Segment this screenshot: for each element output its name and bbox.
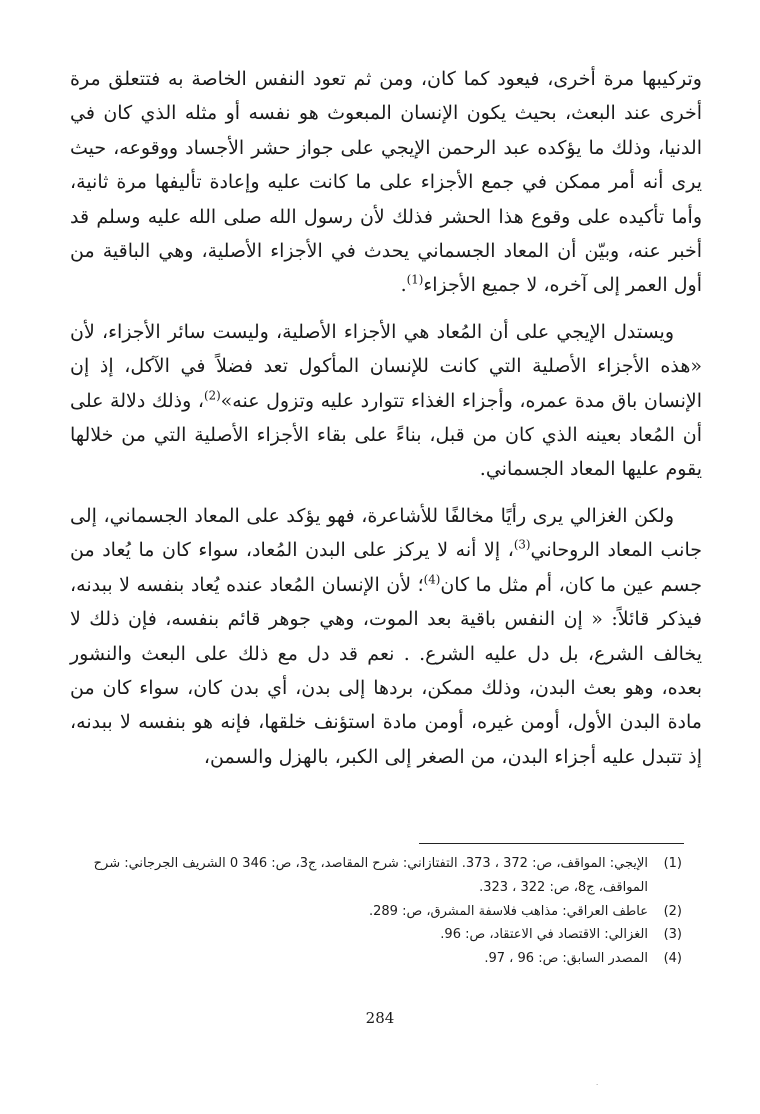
- corner-mark: ·: [596, 1081, 599, 1089]
- footnote-text: الإيجي: المواقف، ص: 372 ، 373. التفتازاني: شرح المقاصد، ج3، ص: 346 0 الشريف الجرجاني: شرح المواقف، ج8، ص: 322 ، 323.: [93, 856, 648, 895]
- paragraph-text: .: [400, 274, 407, 297]
- body-text: [70, 62, 702, 774]
- footnote-number: (2): [663, 903, 682, 919]
- footnote-ref: (3): [513, 537, 531, 552]
- footnote-2: [66, 900, 682, 924]
- footnote-number: (4): [663, 951, 682, 967]
- footnote-text: المصدر السابق: ص: 96 ، 97.: [484, 951, 648, 967]
- paragraph-text: ؛ لأن الإنسان المُعاد عنده يُعاد بنفسه لا ببدنه، فيذكر قائلاً: « إن النفس باقية بعد الموت، وهي جوهر قائم بنفسه، فإن ذلك لا يخالف الشرع، بل دل عليه الشرع. . نعم قد دل مع ذلك على البعث والنشور بعده، وهو بعث البدن، وذلك ممكن، بردها إلى بدن، أي بدن كان، سواء كان من مادة البدن الأول، أومن غيره، أومن مادة استؤنف خلقها، فإنه هو بنفسه لا ببدنه، إذ تتبدل عليه أجزاء البدن، من الصغر إلى الكبر، بالهزل والسمن،: [70, 573, 702, 768]
- footnote-text: الغزالي: الاقتصاد في الاعتقاد، ص: 96.: [440, 927, 648, 943]
- page-number: 284: [365, 1009, 395, 1027]
- paragraph-text: ويستدل الإيجي على أن المُعاد هي الأجزاء الأصلية، وليست سائر الأجزاء، لأن «هذه الأجزاء الأصلية التي كانت للإنسان المأكول تعد فضلاً في الآكل، إذ إن الإنسان باق مدة عمره، وأجزاء الغذاء تتوارد عليه وتزول عنه»: [70, 320, 702, 412]
- paragraph-1: [70, 62, 702, 303]
- footnote-ref: (2): [203, 388, 221, 403]
- footnotes: [66, 852, 682, 971]
- footnote-separator: [419, 843, 684, 844]
- paragraph-2: [70, 315, 702, 487]
- paragraph-text: وتركيبها مرة أخرى، فيعود كما كان، ومن ثم تعود النفس الخاصة به فتتعلق مرة أخرى عند البعث، بحيث يكون الإنسان المبعوث هو نفسه أو مثله الذي كان في الدنيا، وذلك ما يؤكده عبد الرحمن الإيجي على جواز حشر الأجساد ووقوعه، حيث يرى أنه أمر ممكن في جمع الأجزاء على ما كانت عليه وإعادة تأليفها مرة ثانية، وأما تأكيده على وقوع هذا الحشر فذلك لأن رسول الله صلى الله عليه وسلم قد أخبر عنه، وبيّن أن المعاد الجسماني يحدث في الأجزاء الأصلية، وهي الباقية من أول العمر إلى آخره، لا جميع الأجزاء: [70, 68, 702, 297]
- footnote-number: (1): [663, 856, 682, 871]
- footnote-1: [66, 852, 682, 900]
- footnote-ref: (4): [423, 572, 441, 587]
- footnote-text: عاطف العراقي: مذاهب فلاسفة المشرق، ص: 289.: [368, 903, 648, 919]
- paragraph-3: [70, 499, 702, 774]
- footnote-4: [66, 947, 682, 971]
- footnote-3: [66, 923, 682, 947]
- footnote-number: (3): [663, 927, 682, 943]
- footnote-ref: (1): [406, 273, 424, 288]
- paragraph-text: ، وذلك دلالة على أن المُعاد بعينه الذي كان من قبل، بناءً على بقاء الأجزاء الأصلية التي من خلالها يقوم عليها المعاد الجسماني.: [70, 389, 702, 481]
- paragraph-text: ، إلا أنه لا يركز على البدن المُعاد، سواء كان ما يُعاد من جسم عين ما كان، أم مثل ما كان: [70, 539, 702, 596]
- paragraph-text: ولكن الغزالي يرى رأيًا مخالفًا للأشاعرة، فهو يؤكد على المعاد الجسماني، إلى جانب المعاد الروحاني: [70, 504, 702, 562]
